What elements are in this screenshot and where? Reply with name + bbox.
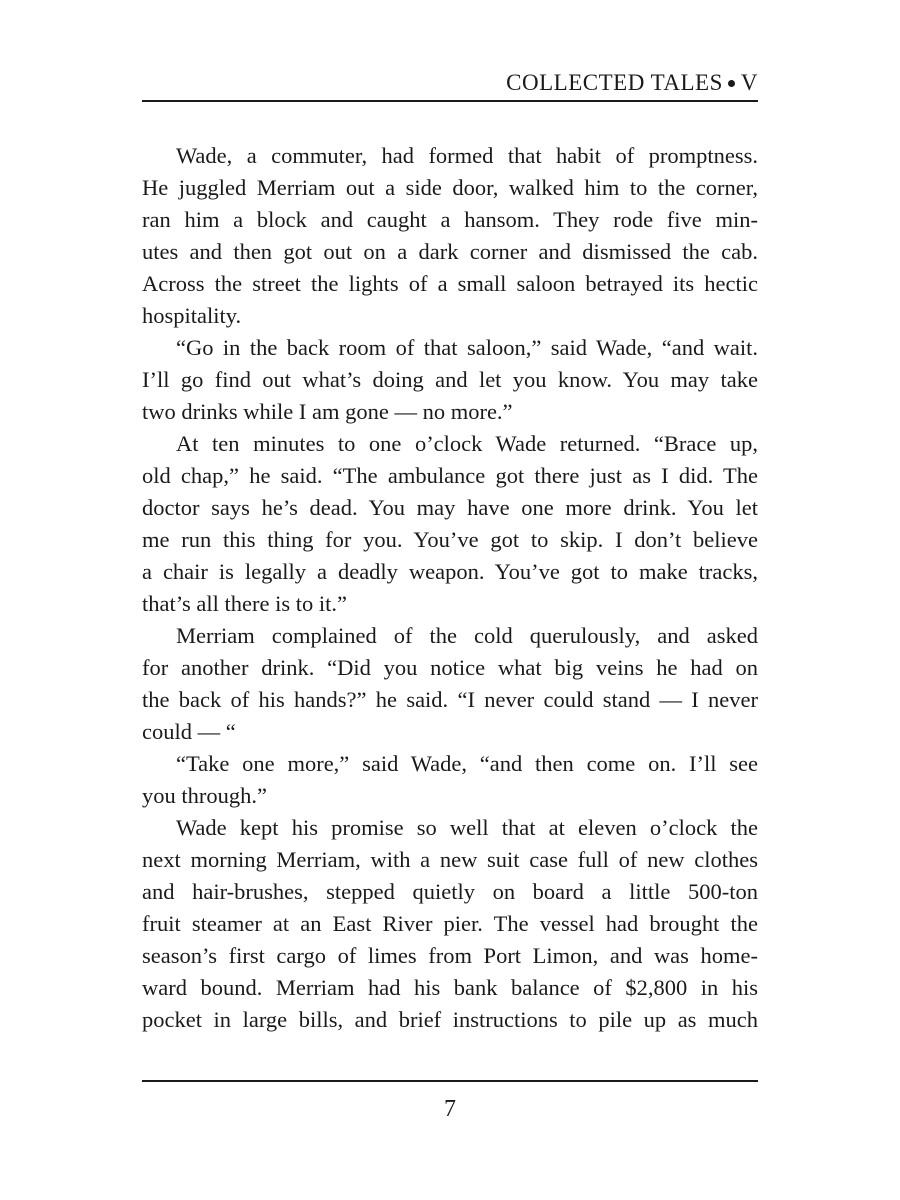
text-line: the back of his hands?” he said. “I never could stand — I never bbox=[142, 687, 758, 712]
text-line: hospitality. bbox=[142, 303, 242, 328]
text-line: old chap,” he said. “The ambulance got there just as I did. The bbox=[142, 463, 758, 488]
bullet-separator-icon bbox=[728, 80, 735, 87]
text-line: At ten minutes to one o’clock Wade returned. “Brace up, bbox=[176, 431, 758, 456]
text-line: ran him a block and caught a hansom. They rode five min- bbox=[142, 207, 758, 232]
text-line: ward bound. Merriam had his bank balance of $2,800 in his bbox=[142, 975, 758, 1000]
text-line: Merriam complained of the cold querulously, and asked bbox=[176, 623, 758, 648]
paragraph bbox=[142, 140, 758, 332]
text-line: and hair-brushes, stepped quietly on board a little 500-ton bbox=[142, 879, 758, 904]
text-line: that’s all there is to it.” bbox=[142, 591, 347, 616]
running-header bbox=[142, 66, 758, 102]
header-title: COLLECTED TALES bbox=[506, 70, 723, 95]
text-line: for another drink. “Did you notice what big veins he had on bbox=[142, 655, 758, 680]
paragraph bbox=[142, 428, 758, 620]
header-volume: V bbox=[740, 70, 758, 95]
text-line: I’ll go find out what’s doing and let you know. You may take bbox=[142, 367, 758, 392]
text-line: “Go in the back room of that saloon,” said Wade, “and wait. bbox=[176, 335, 758, 360]
page-footer bbox=[142, 1080, 758, 1123]
text-line: you through.” bbox=[142, 783, 267, 808]
text-line: fruit steamer at an East River pier. The vessel had brought the bbox=[142, 911, 758, 936]
page-number: 7 bbox=[444, 1096, 456, 1122]
text-line: could — “ bbox=[142, 719, 236, 744]
text-line: Across the street the lights of a small saloon betrayed its hectic bbox=[142, 271, 758, 296]
text-line: He juggled Merriam out a side door, walked him to the corner, bbox=[142, 175, 758, 200]
text-line: me run this thing for you. You’ve got to skip. I don’t believe bbox=[142, 527, 758, 552]
paragraph bbox=[142, 748, 758, 812]
text-line: Wade, a commuter, had formed that habit of promptness. bbox=[176, 143, 758, 168]
text-line: two drinks while I am gone — no more.” bbox=[142, 399, 513, 424]
text-line: “Take one more,” said Wade, “and then come on. I’ll see bbox=[176, 751, 758, 776]
paragraph bbox=[142, 332, 758, 428]
text-line: next morning Merriam, with a new suit case full of new clothes bbox=[142, 847, 758, 872]
text-line: a chair is legally a deadly weapon. You’ve got to make tracks, bbox=[142, 559, 758, 584]
text-line: pocket in large bills, and brief instructions to pile up as much bbox=[142, 1007, 758, 1032]
paragraph bbox=[142, 812, 758, 1036]
text-line: season’s first cargo of limes from Port Limon, and was home- bbox=[142, 943, 758, 968]
body-text bbox=[142, 140, 758, 1036]
text-line: Wade kept his promise so well that at eleven o’clock the bbox=[176, 815, 758, 840]
text-line: doctor says he’s dead. You may have one more drink. You let bbox=[142, 495, 758, 520]
paragraph bbox=[142, 620, 758, 748]
text-line: utes and then got out on a dark corner and dismissed the cab. bbox=[142, 239, 758, 264]
